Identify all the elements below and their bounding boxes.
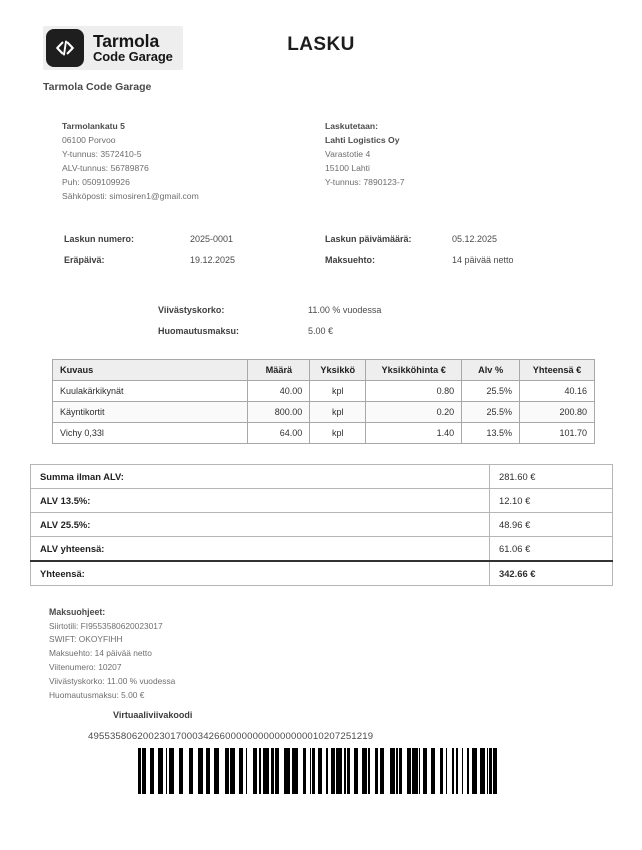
cell-vat-rate: 13.5% — [462, 423, 520, 444]
payment-iban: Siirtotili: FI9553580620023017 — [49, 620, 163, 631]
interest-block — [0, 305, 642, 347]
sender-phone: Puh: 0509109926 — [62, 176, 130, 187]
late-interest-label: Viivästyskorko: — [158, 305, 225, 315]
due-date-label: Eräpäivä: — [64, 255, 105, 265]
recipient-address-line: Varastotie 4 — [325, 148, 371, 159]
totals-label-vat-low: ALV 13.5%: — [31, 489, 490, 513]
recipient-block — [325, 120, 404, 190]
totals-value-vat-low: 12.10 € — [490, 489, 613, 513]
cell-unit-price: 1.40 — [366, 423, 462, 444]
barcode-image — [138, 748, 498, 794]
totals-row-grand — [31, 561, 613, 586]
recipient-name: Lahti Logistics Oy — [325, 134, 400, 145]
payment-terms-label: Maksuehto: — [325, 255, 376, 265]
document-header — [0, 26, 642, 72]
invoice-meta — [0, 234, 642, 276]
totals-row-vat-high — [31, 513, 613, 537]
cell-quantity: 40.00 — [248, 381, 310, 402]
recipient-heading: Laskutetaan: — [325, 121, 379, 131]
meta-row-1 — [0, 234, 642, 255]
reminder-fee-value: 5.00 € — [308, 326, 334, 336]
totals-value-grand: 342.66 € — [490, 561, 613, 586]
cell-unit: kpl — [310, 402, 366, 423]
payment-instructions-heading: Maksuohjeet: — [49, 607, 106, 617]
sender-vat-id: ALV-tunnus: 56789876 — [62, 162, 149, 173]
cell-vat-rate: 25.5% — [462, 381, 520, 402]
sender-address-line: Tarmolankatu 5 — [62, 121, 125, 131]
sender-block — [62, 120, 199, 204]
cell-quantity: 64.00 — [248, 423, 310, 444]
totals-label-vat-sum: ALV yhteensä: — [31, 537, 490, 562]
cell-vat-rate: 25.5% — [462, 402, 520, 423]
header-quantity: Määrä — [248, 360, 310, 381]
payment-terms: Maksuehto: 14 päivää netto — [49, 648, 152, 659]
logo-line-1: Tarmola — [93, 31, 160, 52]
header-line-total: Yhteensä € — [520, 360, 595, 381]
payment-terms-value: 14 päivää netto — [452, 255, 514, 265]
payment-reference: Viitenumero: 10207 — [49, 662, 122, 673]
interest-row-1 — [0, 305, 642, 326]
cell-description: Käyntikortit — [53, 402, 248, 423]
totals-value-net: 281.60 € — [490, 465, 613, 489]
invoice-number-value: 2025-0001 — [190, 234, 234, 244]
cell-unit: kpl — [310, 381, 366, 402]
cell-unit-price: 0.20 — [366, 402, 462, 423]
cell-description: Kuulakärkikynät — [53, 381, 248, 402]
cell-quantity: 800.00 — [248, 402, 310, 423]
interest-row-2 — [0, 326, 642, 347]
barcode-digits: 4955358062002301700034266000000000000000010207251219 — [88, 731, 374, 742]
invoice-date-value: 05.12.2025 — [452, 234, 498, 244]
table-row — [53, 402, 595, 423]
totals-label-grand: Yhteensä: — [31, 561, 490, 586]
sender-email: Sähköposti: simosiren1@gmail.com — [62, 190, 199, 201]
payment-reminder-fee: Huomautusmaksu: 5.00 € — [49, 689, 145, 700]
meta-row-2 — [0, 255, 642, 276]
sender-business-id: Y-tunnus: 3572410-5 — [62, 148, 142, 159]
invoice-number-label: Laskun numero: — [64, 234, 135, 244]
document-title: LASKU — [287, 34, 355, 55]
payment-late-interest: Viivästyskorko: 11.00 % vuodessa — [49, 675, 176, 686]
cell-line-total: 200.80 — [520, 402, 595, 423]
cell-line-total: 40.16 — [520, 381, 595, 402]
header-description: Kuvaus — [53, 360, 248, 381]
totals-label-vat-high: ALV 25.5%: — [31, 513, 490, 537]
totals-table — [30, 464, 613, 586]
sender-postal: 06100 Porvoo — [62, 134, 116, 145]
payment-swift: SWIFT: OKOYFIHH — [49, 634, 123, 645]
late-interest-value: 11.00 % vuodessa — [308, 305, 382, 315]
recipient-postal: 15100 Lahti — [325, 162, 370, 173]
totals-row-net — [31, 465, 613, 489]
table-row — [53, 423, 595, 444]
totals-row-vat-sum — [31, 537, 613, 562]
cell-description: Vichy 0,33l — [53, 423, 248, 444]
table-header-row — [53, 360, 595, 381]
cell-line-total: 101.70 — [520, 423, 595, 444]
cell-unit-price: 0.80 — [366, 381, 462, 402]
totals-value-vat-sum: 61.06 € — [490, 537, 613, 562]
cell-unit: kpl — [310, 423, 366, 444]
invoice-date-label: Laskun päivämäärä: — [325, 234, 412, 244]
barcode-title: Virtuaaliviivakoodi — [113, 710, 193, 720]
logo-line-2: Code Garage — [93, 49, 173, 65]
totals-label-net: Summa ilman ALV: — [31, 465, 490, 489]
company-name: Tarmola Code Garage — [43, 81, 152, 93]
line-items-table — [52, 359, 595, 444]
header-unit-price: Yksikköhinta € — [366, 360, 462, 381]
totals-row-vat-low — [31, 489, 613, 513]
totals-value-vat-high: 48.96 € — [490, 513, 613, 537]
table-row — [53, 381, 595, 402]
header-unit: Yksikkö — [310, 360, 366, 381]
due-date-value: 19.12.2025 — [190, 255, 236, 265]
header-vat-rate: Alv % — [462, 360, 520, 381]
reminder-fee-label: Huomautusmaksu: — [158, 326, 240, 336]
payment-instructions — [49, 605, 175, 703]
recipient-business-id: Y-tunnus: 7890123-7 — [325, 176, 405, 187]
